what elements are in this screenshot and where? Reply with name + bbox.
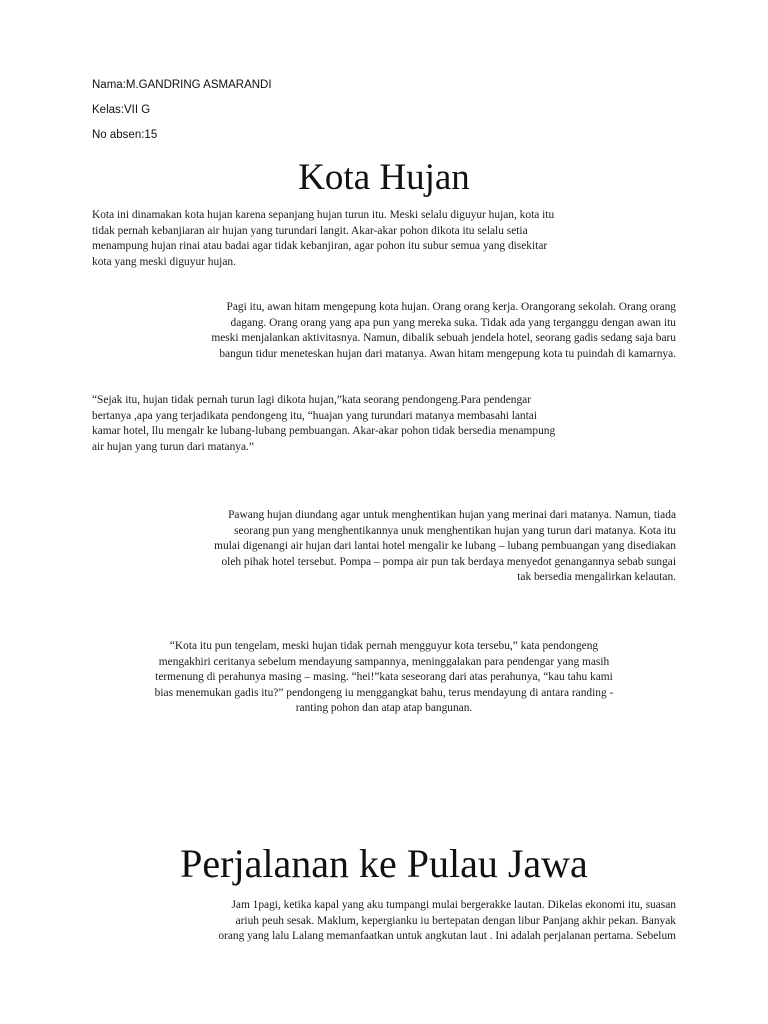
paragraph-line: meski menjalankan aktivitasnya. Namun, dibalik sebuah jendela hotel, seorang gadis sedang saja baru [211, 332, 676, 344]
story1-paragraph-2 [96, 300, 676, 362]
paragraph-line: bertanya ,apa yang terjadikata pendongeng itu, “huajan yang turundari matanya membasahi lantai [92, 409, 538, 422]
paragraph-line: dagang. Orang orang yang apa pun yang mereka suka. Tidak ada yang terganggu dengan awan itu [230, 316, 676, 329]
story2-paragraph-1 [96, 898, 676, 945]
paragraph-line: bias menemukan gadis itu?” pendongeng iu menggangkat bahu, terus mendayung di antara randing - [154, 686, 614, 699]
paragraph-line: mengakhiri ceritanya sebelum mendayung sampannya, meninggalakan para pendengar yang masih [158, 655, 610, 668]
student-name: Nama:M.GANDRING ASMARANDI [92, 79, 272, 91]
paragraph-line: mulai digenangi air hujan dari lantai hotel mengalir ke lubang – lubang pembuangan yang disediakan [214, 540, 676, 552]
paragraph-line: Kota ini dinamakan kota hujan karena sepanjang hujan turun itu. Meski selalu diguyur hujan, kota itu [92, 209, 555, 221]
paragraph-line: oleh pihak hotel tersebut. Pompa – pompa air pun tak berdaya menyedot genangannya sebab sungai [221, 555, 676, 568]
paragraph-line: tidak pernah kebanjiaran air hujan yang turundari langit. Akar-akar pohon dikota itu selalu setia [92, 224, 528, 237]
student-class: Kelas:VII G [92, 104, 151, 116]
paragraph-line: ariuh peuh sesak. Maklum, kepergianku iu bertepatan dengan libur Panjang akhir pekan. Banyak [235, 914, 676, 927]
paragraph-line: menampung hujan rinai atau badai agar tidak kebanjiran, agar pohon itu subur semua yang disekitar [92, 240, 548, 252]
paragraph-line: tak bersedia mengalirkan kelautan. [517, 571, 676, 583]
paragraph-line: kamar hotel, llu mengalr ke lubang-lubang pembuangan. Akar-akar pohon tidak bersedia menampung [92, 425, 556, 437]
story1-title: Kota Hujan [298, 157, 470, 198]
story1-paragraph-1 [92, 208, 682, 270]
paragraph-line: seorang pun yang menghentikannya unuk menghentikan hujan yang turun dari matanya. Kota itu [234, 524, 676, 537]
paragraph-line: kota yang meski diguyur hujan. [92, 255, 236, 268]
story1-paragraph-3 [92, 393, 682, 455]
paragraph-line: bangun tidur meneteskan hujan dari matanya. Awan hitam mengepung kota tu puindah di kamarnya. [219, 347, 676, 360]
paragraph-line: Pagi itu, awan hitam mengepung kota hujan. Orang orang kerja. Orangorang sekolah. Orang orang [226, 301, 676, 313]
paragraph-line: termenung di perahunya masing – masing. “hei!”kata seseorang dari atas perahunya, “kau tahu kami [155, 671, 613, 683]
paragraph-line: Pawang hujan diundang agar untuk menghentikan hujan yang merinai dari matanya. Namun, tiada [228, 509, 676, 521]
paragraph-line: air hujan yang turun dari matanya.” [92, 440, 254, 453]
paragraph-line: ranting pohon dan atap atap bangunan. [295, 702, 473, 714]
story1-paragraph-5 [92, 639, 676, 717]
paragraph-line: Jam 1pagi, ketika kapal yang aku tumpangi mulai bergerakke lautan. Dikelas ekonomi itu, suasan [231, 899, 676, 911]
paragraph-line: “Kota itu pun tengelam, meski hujan tidak pernah mengguyur kota tersebu,” kata pendongeng [169, 640, 599, 652]
story1-paragraph-4 [96, 508, 676, 586]
paragraph-line: “Sejak itu, hujan tidak pernah turun lagi dikota hujan,”kata seorang pendongeng.Para pendengar [92, 394, 532, 406]
student-number: No absen:15 [92, 129, 158, 141]
paragraph-line: orang yang lalu Lalang memanfaatkan untuk angkutan laut . Ini adalah perjalanan pertama. Sebelum [218, 930, 676, 942]
story2-title: Perjalanan ke Pulau Jawa [180, 841, 588, 886]
